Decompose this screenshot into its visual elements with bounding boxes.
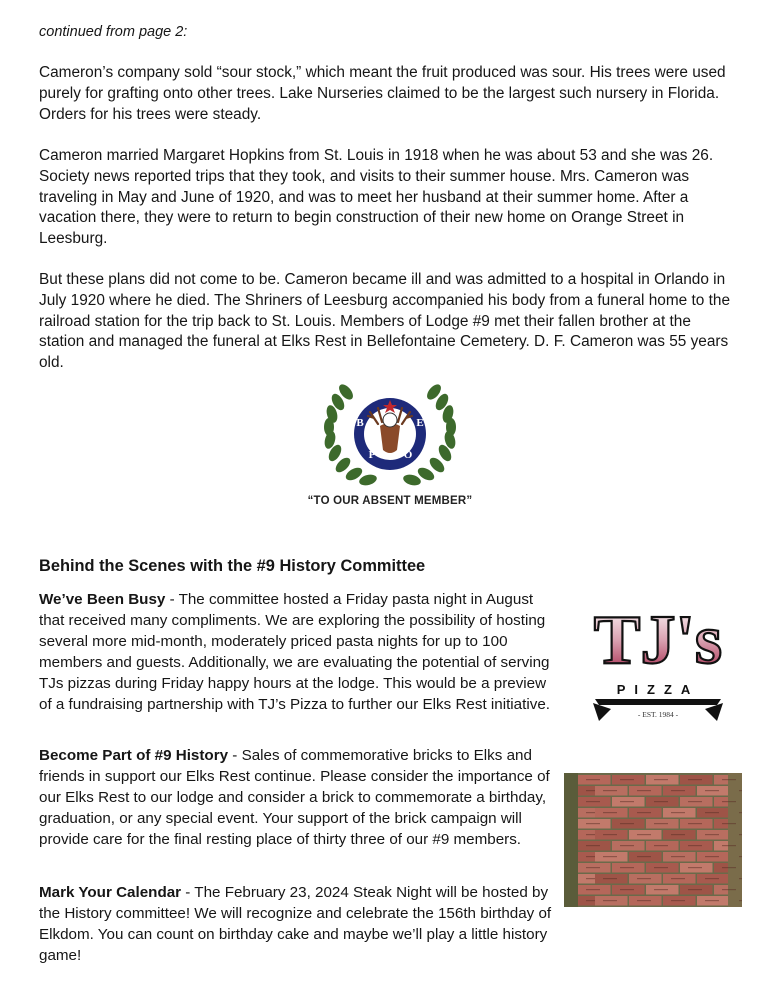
brick-engraving [637, 878, 651, 879]
brick-engraving [603, 878, 617, 879]
brick-engraving [671, 878, 685, 879]
brick-engraving [620, 867, 634, 868]
item-text: - The committee hosted a Friday pasta night in August that received many compliments. We are exploring the possibility of hosting several more mid-month, moderately priced pasta nights for up to 100 members and guests. Additionally, we are evaluating the potential of serving TJs pizzas during Friday happy hours at the lodge. This would be a preview of a fundraising partnership with TJ’s Pizza to further our Elks Rest initiative. [39, 591, 550, 713]
brick-engraving [705, 878, 719, 879]
brick-engraving [586, 801, 600, 802]
brick-engraving [586, 779, 600, 780]
brick-engraving [671, 812, 685, 813]
brick-engraving [739, 790, 742, 791]
brick-engraving [688, 801, 702, 802]
brick-engraving [671, 834, 685, 835]
brick-engraving [620, 845, 634, 846]
brick-engraving [637, 812, 651, 813]
emblem-letter: P [368, 449, 376, 461]
brick-engraving [688, 823, 702, 824]
brick-engraving [722, 779, 736, 780]
item-heading: Mark Your Calendar [39, 884, 182, 901]
elks-emblem [298, 376, 482, 512]
brick-engraving [620, 889, 634, 890]
item-text: - The February 23, 2024 Steak Night will be hosted by the History committee! We will recognize and celebrate the 156th birthday of Elkdom. You can count on birthday cake and maybe we’ll play a little history game! [39, 884, 552, 964]
elks-wreath-icon [298, 376, 482, 494]
brick-engraving [739, 856, 742, 857]
brick-engraving [603, 856, 617, 857]
brick-engraving [603, 900, 617, 901]
emblem-letter: O [403, 449, 413, 461]
commemorative-bricks-photo [564, 773, 742, 907]
emblem-caption: “TO OUR ABSENT MEMBER” [307, 495, 473, 507]
brick-engraving [637, 834, 651, 835]
brick-engraving [688, 779, 702, 780]
brick-engraving [671, 900, 685, 901]
article-paragraph: Cameron’s company sold “sour stock,” which meant the fruit produced was sour. His trees were used purely for grafting onto other trees. Lake Nurseries claimed to be the largest such nursery in Florida. Orders for his trees were steady. [39, 64, 726, 123]
brick-engraving [739, 812, 742, 813]
brick-engraving [722, 889, 736, 890]
brick-engraving [705, 790, 719, 791]
brick-engraving [688, 845, 702, 846]
emblem-letter: B [356, 417, 364, 429]
brick-engraving [722, 801, 736, 802]
brick-engraving [586, 845, 600, 846]
tjs-est-text: - EST. 1984 - [637, 710, 679, 719]
brick-engraving [654, 801, 668, 802]
brick-engraving [654, 823, 668, 824]
brick-engraving [654, 867, 668, 868]
brick-engraving [654, 779, 668, 780]
article-paragraph: But these plans did not come to be. Cameron became ill and was admitted to a hospital in Orlando in July 1920 where he died. The Shriners of Leesburg accompanied his body from a funeral home to the railroad station for the trip back to St. Louis. Members of Lodge #9 met their fallen brother at the station and managed the funeral at Elks Rest in Bellefontaine Cemetery. D. F. Cameron was 55 years old. [39, 271, 731, 372]
brick-engraving [654, 845, 668, 846]
committee-item [39, 590, 557, 715]
article-paragraph: Cameron married Margaret Hopkins from St. Louis in 1918 when he was about 53 and she was 26. Society news reported trips that they took, and visits to their summer house. Mrs. Cameron was traveling in May and June of 1920, and was to meet her husband at their summer home. After a vacation there, they were to return to begin construction of their new home on Orange Street in Leesburg. [39, 147, 714, 248]
brick-engraving [603, 834, 617, 835]
tjs-pizza-text: PIZZA [616, 682, 700, 697]
brick-engraving [586, 889, 600, 890]
brick-engraving [637, 900, 651, 901]
item-text: - Sales of commemorative bricks to Elks and friends in support our Elks Rest continue. Please consider the importance of our Elks Rest to our lodge and consider a brick to commemorate a birthday, graduation, or any special event. Your support of the brick campaign will provide care for the final resting place of thirty three of our #9 members. [39, 747, 550, 848]
brick-engraving [654, 889, 668, 890]
brick-engraving [722, 867, 736, 868]
brick-engraving [688, 867, 702, 868]
brick-engraving [722, 845, 736, 846]
emblem-letter: E [416, 417, 424, 429]
brick-engraving [705, 812, 719, 813]
tjs-pizza-logo [589, 595, 727, 725]
brick-engraving [637, 790, 651, 791]
item-heading: We’ve Been Busy [39, 591, 166, 608]
brick-engraving [603, 790, 617, 791]
brick-engraving [671, 856, 685, 857]
brick-engraving [705, 856, 719, 857]
committee-item [39, 746, 557, 851]
brick-engraving [688, 889, 702, 890]
brick-engraving [620, 823, 634, 824]
committee-item [39, 883, 557, 967]
item-heading: Become Part of #9 History [39, 747, 229, 764]
brick-engraving [586, 867, 600, 868]
brick-engraving [620, 779, 634, 780]
brick-engraving [739, 834, 742, 835]
brick-engraving [671, 790, 685, 791]
brick-engraving [637, 856, 651, 857]
brick-engraving [705, 834, 719, 835]
brick-engraving [739, 900, 742, 901]
tjs-brand-text: TJ's [593, 602, 723, 679]
continued-note: continued from page 2: [39, 24, 188, 40]
brick-engraving [586, 823, 600, 824]
section-title: Behind the Scenes with the #9 History Committee [39, 557, 426, 575]
brick-engraving [603, 812, 617, 813]
brick-engraving [739, 878, 742, 879]
brick-engraving [620, 801, 634, 802]
brick-engraving [722, 823, 736, 824]
brick-engraving [705, 900, 719, 901]
